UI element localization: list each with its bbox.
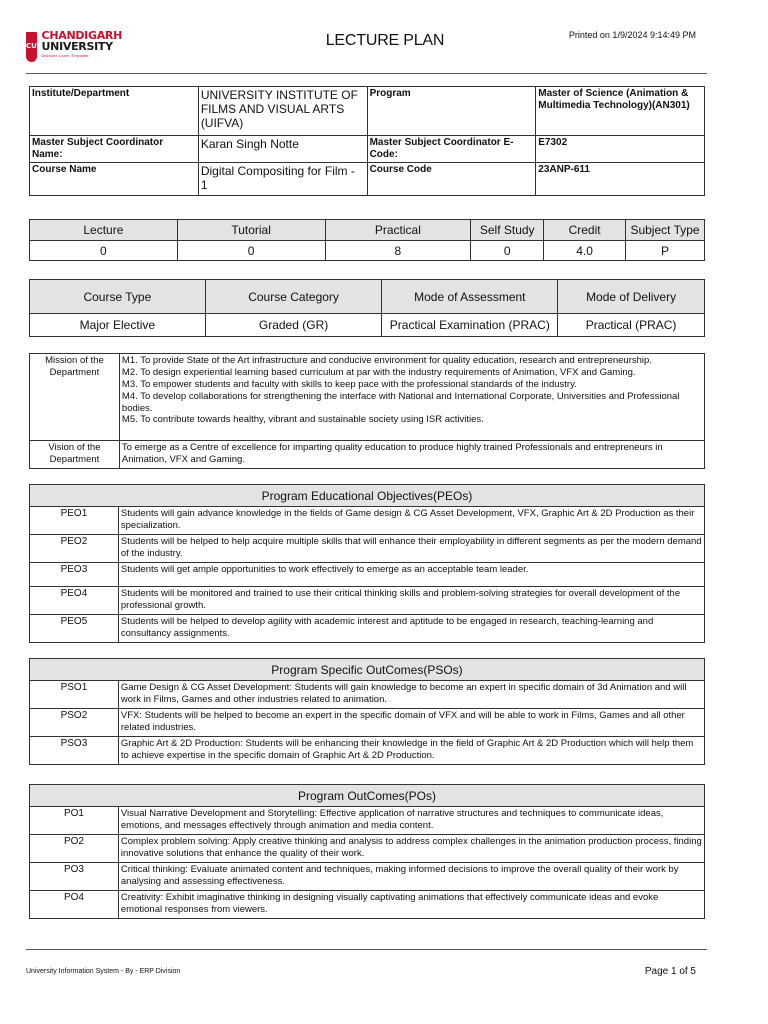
peo-code: PEO1 [30,507,119,535]
table-row [30,587,705,615]
mission-list [119,354,704,441]
credit-header-tutorial: Tutorial [177,220,325,241]
pso-code: PSO2 [30,709,119,737]
credit-value-credit: 4.0 [544,241,626,261]
mission-vision-table [29,353,705,469]
program-label: Program [367,87,536,136]
po-text: Creativity: Exhibit imaginative thinking in designing visually captivating animations that effectively communicate ideas and evoke emotional responses from viewers. [118,891,704,919]
course-type-table [29,279,705,337]
peo-text: Students will gain advance knowledge in the fields of Game design & CG Asset Development, VFX, Graphic Art & 2D Production as their specialization. [118,507,704,535]
po-code: PO3 [30,863,119,891]
mission-label: Mission of the Department [30,354,120,441]
program-value: Master of Science (Animation & Multimedia Technology)(AN301) [536,87,705,136]
table-row [30,709,705,737]
type-header-delivery: Mode of Delivery [558,280,705,314]
course-name-label: Course Name [30,163,199,196]
page-header [0,0,768,76]
pso-text: Graphic Art & 2D Production: Students will be enhancing their knowledge in the field of Graphic Art & 2D Production which will help them to achieve expertise in the specific domain of Graphic Art & 2D Production. [118,737,704,765]
course-code-value: 23ANP-611 [536,163,705,196]
dept-label: Institute/Department [30,87,199,136]
credit-header-lecture: Lecture [30,220,178,241]
peo-table [29,484,705,643]
mission-item: M2. To design experiential learning based curriculum at par with the industry requirements of Animation, VFX and Gaming. [121,366,636,378]
course-name-value: Digital Compositing for Film - 1 [198,163,367,196]
mission-item: M4. To develop collaborations for strengthening the interface with National and International Corporate, Universities and Professional bodies. [121,390,680,414]
peo-text: Students will get ample opportunities to work effectively to emerge as an acceptable team leader. [118,563,704,587]
credit-value-subject-type: P [626,241,705,261]
peo-code: PEO3 [30,563,119,587]
pso-code: PSO3 [30,737,119,765]
page-title: LECTURE PLAN [325,32,445,49]
po-text: Complex problem solving: Apply creative thinking and analysis to address complex challenges in the animation production process, finding innovative solutions that enhance the quality of their work. [118,835,704,863]
po-code: PO4 [30,891,119,919]
course-code-label: Course Code [367,163,536,196]
coordinator-name-value: Karan Singh Notte [198,136,367,163]
table-row [30,507,705,535]
credit-header-credit: Credit [544,220,626,241]
type-header-course-type: Course Type [30,280,206,314]
pso-code: PSO1 [30,681,119,709]
credit-table [29,219,705,261]
logo-line1: CHANDIGARH [41,29,122,42]
po-text: Visual Narrative Development and Storytelling: Effective application of narrative structures and techniques to communicate ideas, emotions, and messages effectively through animation and media content. [118,807,704,835]
pso-table [29,658,705,765]
mission-item: M5. To contribute towards healthy, vibrant and sustainable society using ISR activities. [121,414,484,426]
po-text: Critical thinking: Evaluate animated content and techniques, making informed decisions to improve the overall quality of their work by analysing and assessing effectiveness. [118,863,704,891]
type-value-course-category: Graded (GR) [205,314,382,337]
crest-icon [26,32,37,62]
footer-divider [26,949,707,950]
peo-code: PEO5 [30,615,119,643]
peo-title: Program Educational Objectives(PEOs) [30,485,705,507]
credit-value-tutorial: 0 [177,241,325,261]
coordinator-name-label: Master Subject Coordinator Name: [30,136,199,163]
pso-title: Program Specific OutComes(PSOs) [30,659,705,681]
table-row [30,737,705,765]
credit-value-self-study: 0 [471,241,544,261]
peo-code: PEO2 [30,535,119,563]
credit-header-subject-type: Subject Type [626,220,705,241]
table-row [30,835,705,863]
coordinator-code-value: E7302 [536,136,705,163]
peo-text: Students will be helped to help acquire multiple skills that will enhance their employability in different segments as per the modern demand of the industry. [118,535,704,563]
po-code: PO1 [30,807,119,835]
peo-text: Students will be monitored and trained to use their critical thinking skills and problem-solving strategies for overall development of the professional growth. [118,587,704,615]
mission-item: M3. To empower students and faculty with skills to keep pace with the professional standards of the industry. [121,378,577,390]
po-code: PO2 [30,835,119,863]
peo-text: Students will be helped to develop agility with academic interest and aptitude to be engaged in research, teaching-learning and consultancy assignments. [118,615,704,643]
logo-tagline: Discover. Learn. Empower. [41,53,90,58]
table-row [30,615,705,643]
type-header-assessment: Mode of Assessment [382,280,558,314]
university-logo [26,30,122,66]
footer-erp-label: University Information System - By - ERP Division [26,968,181,975]
coordinator-code-label: Master Subject Coordinator E-Code: [367,136,536,163]
type-value-course-type: Major Elective [30,314,206,337]
credit-value-practical: 8 [325,241,471,261]
mission-item: M1. To provide State of the Art infrastructure and conducive environment for quality education, research and entrepreneurship. [121,355,652,366]
vision-label: Vision of the Department [30,441,120,469]
pso-text: VFX: Students will be helped to become an expert in the specific domain of VFX and will be able to work in Films, Games and all other related industries. [118,709,704,737]
header-divider [26,73,707,74]
type-header-course-category: Course Category [205,280,382,314]
credit-header-practical: Practical [325,220,471,241]
table-row [30,807,705,835]
po-title: Program OutComes(POs) [30,785,705,807]
dept-value: UNIVERSITY INSTITUTE OF FILMS AND VISUAL ARTS (UIFVA) [198,87,367,136]
page-number: Page 1 of 5 [644,966,696,977]
type-value-assessment: Practical Examination (PRAC) [382,314,558,337]
type-value-delivery: Practical (PRAC) [558,314,705,337]
logo-line2: UNIVERSITY [41,40,113,53]
credit-header-self-study: Self Study [471,220,544,241]
table-row [30,681,705,709]
credit-value-lecture: 0 [30,241,178,261]
vision-text: To emerge as a Centre of excellence for imparting quality education to produce highly trained Professionals and entrepreneurs in Animation, VFX and Gaming. [119,441,704,469]
printed-timestamp: Printed on 1/9/2024 9:14:49 PM [568,30,696,40]
table-row [30,863,705,891]
peo-code: PEO4 [30,587,119,615]
crest-text: CU [26,42,37,50]
table-row [30,535,705,563]
course-info-table [29,86,705,196]
po-table [29,784,705,919]
table-row [30,891,705,919]
pso-text: Game Design & CG Asset Development: Students will gain knowledge to become an expert in specific domain of 3d Animation and will work in Films, Games and other industries related to animation. [118,681,704,709]
table-row [30,563,705,587]
